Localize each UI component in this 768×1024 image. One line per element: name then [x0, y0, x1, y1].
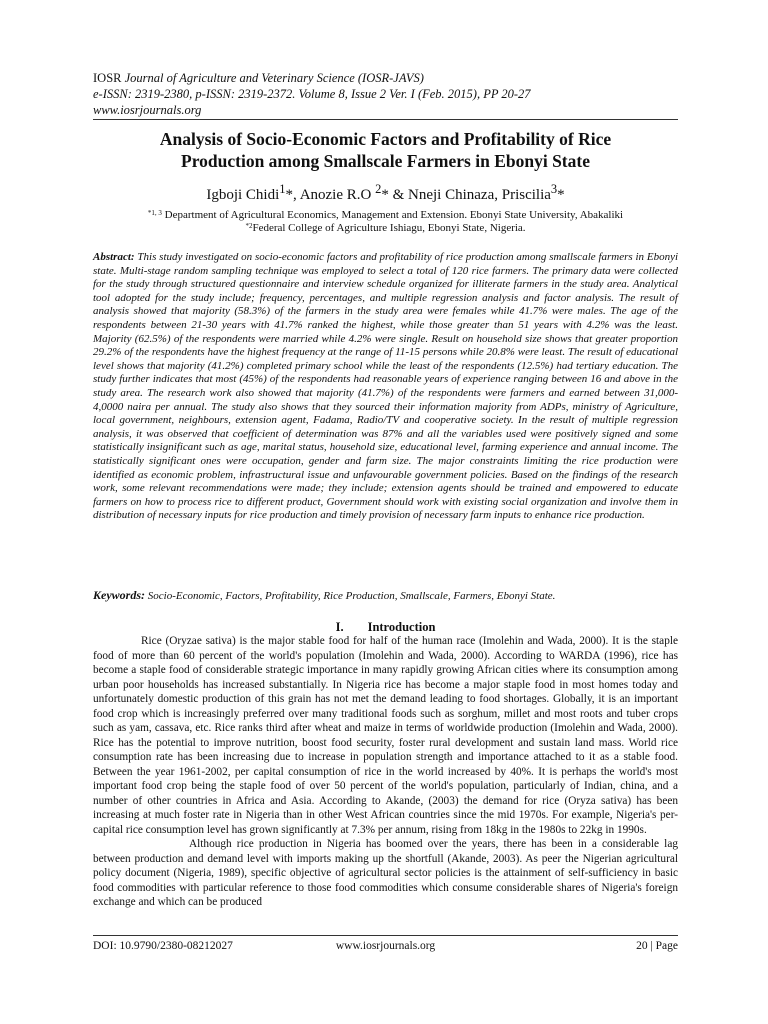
author-list	[93, 180, 678, 204]
title-line-1: Analysis of Socio-Economic Factors and Profitability of Rice	[159, 129, 612, 149]
keywords-text: Socio-Economic, Factors, Profitability, Rice Production, Smallscale, Farmers, Ebonyi State.	[147, 590, 556, 602]
author-3-mark: *	[557, 187, 565, 203]
author-3-sup: 3	[550, 182, 558, 196]
section-number: I.	[335, 620, 344, 634]
affiliation-2-sup: *2	[245, 222, 253, 230]
page-number: 20 | Page	[636, 940, 678, 952]
paper-title	[93, 128, 678, 172]
header-divider	[93, 119, 678, 120]
journal-prefix: IOSR	[93, 71, 122, 85]
affiliation-1-sup: *1, 3	[147, 209, 162, 217]
abstract-text: This study investigated on socio-economic factors and profitability of rice production among smallscale farmers in Ebonyi state. Multi-stage random sampling technique was employed to select a total of 120 rice farmers. The primary data were collected for the study through structured questionnaire and interview schedule organized for illiterate farmers in the study area. Analytical tool adopted for the study include; frequency, percentages, and multiple regression analysis and factor analysis. The result of analysis showed that majority (58.3%) of the farmers in the study area were females while 41.7% were males. The age of the respondents between 21-30 years with 41.7% ranked the highest, while those greater than 51 years with 4.2% was the least. Majority (62.5%) of the respondents were married while 4.2% were single. Result on household size shows that greater proportion 29.2% of the respondents have the highest frequency at the range of 11-15 persons while 20.8% were least. The result of educational level shows that majority (41.2%) completed primary school while the least of the respondents (12.5%) had tertiary education. The study further indicates that most (45%) of the respondents had reasonable years of experience ranging between 16 and above in the study area. The research work also showed that majority (41.7%) of the respondents were farmers and earned between 31,000-4,0000 naira per annual. The study also shows that they sourced their information majority from ADPs, ministry of Agriculture, local government, neighbours, extension agent, Fadama, Radio/TV and cooperative society. In the result of multiple regression analysis, it was observed that coefficient of determination was 87% and all the variables used were positively signed and some statistically insignificant such as age, marital status, household size, educational level, farming experience and annual income. The statistically significant ones were occupation, gender and farm size. The major constraints limiting the rice production were identified as economic problem, infrastructural issue and unfavourable government policies. Based on the findings of the research work, some relevant recommendations were made; they include; extension agents should be trained and empowered to educate farmers on how to process rice to different product, Government should work with existing social organization and involve them in distribution of necessary inputs for rice production and timely provision of necessary farm inputs to enhance rice production.	[93, 251, 679, 522]
title-line-2: Production among Smallscale Farmers in Ebonyi State	[181, 151, 590, 171]
journal-title-line	[93, 70, 531, 86]
introduction-body	[93, 634, 678, 910]
author-2: Anozie R.O	[299, 187, 376, 203]
keywords	[93, 589, 678, 603]
author-2-mark: * &	[381, 187, 409, 203]
affiliation-2-text: Federal College of Agriculture Ishiagu, Ebonyi State, Nigeria.	[252, 222, 526, 234]
footer-divider	[93, 935, 678, 936]
author-2-sup: 2	[375, 182, 382, 196]
affiliation-1-text: Department of Agricultural Economics, Management and Extension. Ebonyi State University, Abakaliki	[164, 209, 624, 221]
journal-name: Journal of Agriculture and Veterinary Science (IOSR-JAVS)	[124, 71, 424, 85]
journal-website[interactable]: www.iosrjournals.org	[93, 103, 202, 117]
section-title: Introduction	[367, 620, 436, 634]
footer-website[interactable]: www.iosrjournals.org	[335, 940, 436, 952]
intro-paragraph-1: Rice (Oryzae sativa) is the major stable food for half of the human race (Imolehin and Wada, 2000). It is the staple food of more than 60 percent of the world's population (Imolehin and Wada, 2000). According to WARDA (1996), rice has become a staple food of considerable strategic importance in many rapidly growing African cities where its consumption among urban poor households has increased substantially. In Nigeria rice has become a major staple food in most homes today and unfortunately domestic production of this grain has not met the demand leading to food shortages. Globally, it is an important food crop which is increasingly preferred over many traditional foods such as sorghum, millet and most roots and tuber crops such as yam, cassava, etc. Rice ranks third after wheat and maize in terms of worldwide production (Imolehin and Wada, 2000). Rice has the potential to improve nutrition, boost food security, foster rural development and sustain land mass. World rice consumption rate has been increasing due to increase in population strength and importance attached to it as a stable food. Between the year 1961-2002, per capital consumption of rice in the world increased by 40%. It is perhaps the world's most important food crop being the staple food of over 50 percent of the world's population, particularly of Indian, china, and a number of other countries in Africa and Asia. According to Akande, (2003) the demand for rice (Oryza sativa) has been increasing at much foster rate in Nigeria than in other West African countries since the mid 1970s. For example, Nigeria's per-capital rice consumption level has grown significantly at 7.3% per annum, rising from 18kg in the 1980s to 22kg in 1990s.	[93, 635, 678, 836]
journal-header	[93, 70, 531, 118]
author-3: Nneji Chinaza, Priscilia	[408, 187, 551, 203]
footer-doi: DOI: 10.9790/2380-08212027	[93, 940, 233, 952]
author-1: Igboji Chidi	[206, 187, 280, 203]
keywords-label: Keywords:	[93, 588, 145, 602]
author-1-sup: 1	[279, 182, 286, 196]
abstract-label: Abstract:	[93, 251, 135, 263]
section-heading	[93, 620, 678, 635]
issn-line: e-ISSN: 2319-2380, p-ISSN: 2319-2372. Volume 8, Issue 2 Ver. I (Feb. 2015), PP 20-27	[93, 87, 531, 101]
intro-paragraph-2: Although rice production in Nigeria has boomed over the years, there has been in a considerable lag between production and demand level with imports making up the shortfull (Akande, 2003). As peer the Nigerian agricultural policy document (Nigeria, 1989), specific objective of agricultural sector policies is the attainment of self-sufficiency in basic food commodities with particular reference to those food commodities which consume considerable shares of Nigeria's foreign exchange and which can be produced	[93, 838, 678, 908]
abstract	[93, 251, 678, 523]
author-1-mark: *,	[285, 187, 300, 203]
affiliation-2	[93, 220, 678, 235]
